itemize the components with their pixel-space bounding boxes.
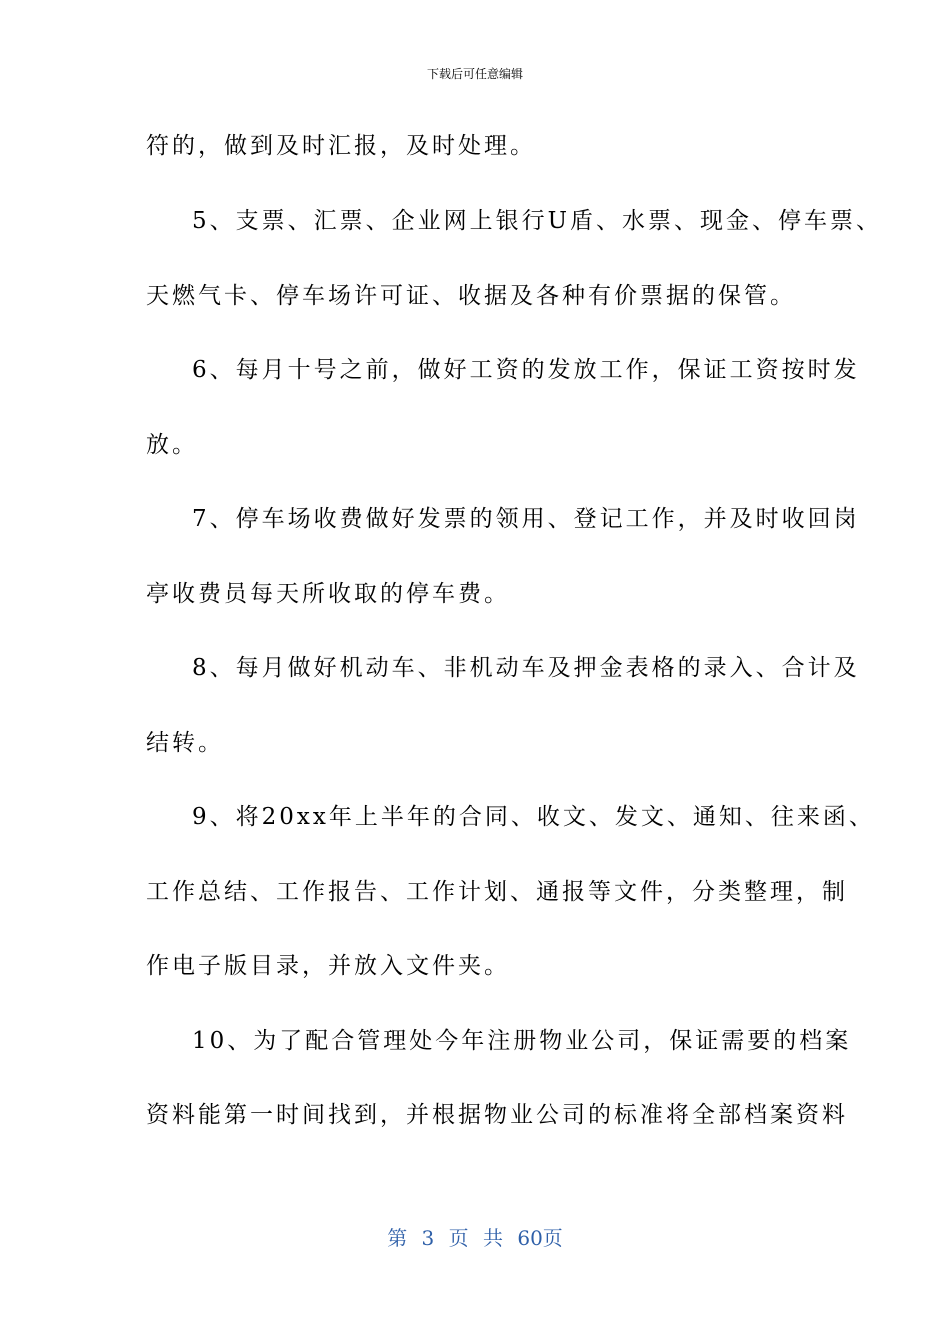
text-line: 资料能第一时间找到，并根据物业公司的标准将全部档案资料 [146, 1102, 848, 1128]
text-line: 工作总结、工作报告、工作计划、通报等文件，分类整理，制 [146, 879, 848, 905]
text-line: 天燃气卡、停车场许可证、收据及各种有价票据的保管。 [146, 283, 796, 309]
text-line: 5、支票、汇票、企业网上银行U盾、水票、现金、停车票、 [192, 208, 883, 234]
text-line: 结转。 [146, 730, 224, 756]
text-line: 9、将20xx年上半年的合同、收文、发文、通知、往来函、 [192, 804, 875, 830]
text-line: 6、每月十号之前，做好工资的发放工作，保证工资按时发 [192, 357, 860, 383]
text-line: 10、为了配合管理处今年注册物业公司，保证需要的档案 [192, 1028, 852, 1054]
page-footer: 第 3 页 共 60页 [387, 1226, 563, 1250]
text-line: 放。 [146, 432, 198, 458]
text-line: 亭收费员每天所收取的停车费。 [146, 581, 510, 607]
text-line: 作电子版目录，并放入文件夹。 [146, 953, 510, 979]
page-header: 下载后可任意编辑 [426, 67, 523, 81]
text-line: 8、每月做好机动车、非机动车及押金表格的录入、合计及 [192, 655, 860, 681]
text-line: 符的，做到及时汇报，及时处理。 [146, 133, 536, 159]
text-line: 7、停车场收费做好发票的领用、登记工作，并及时收回岗 [192, 506, 860, 532]
